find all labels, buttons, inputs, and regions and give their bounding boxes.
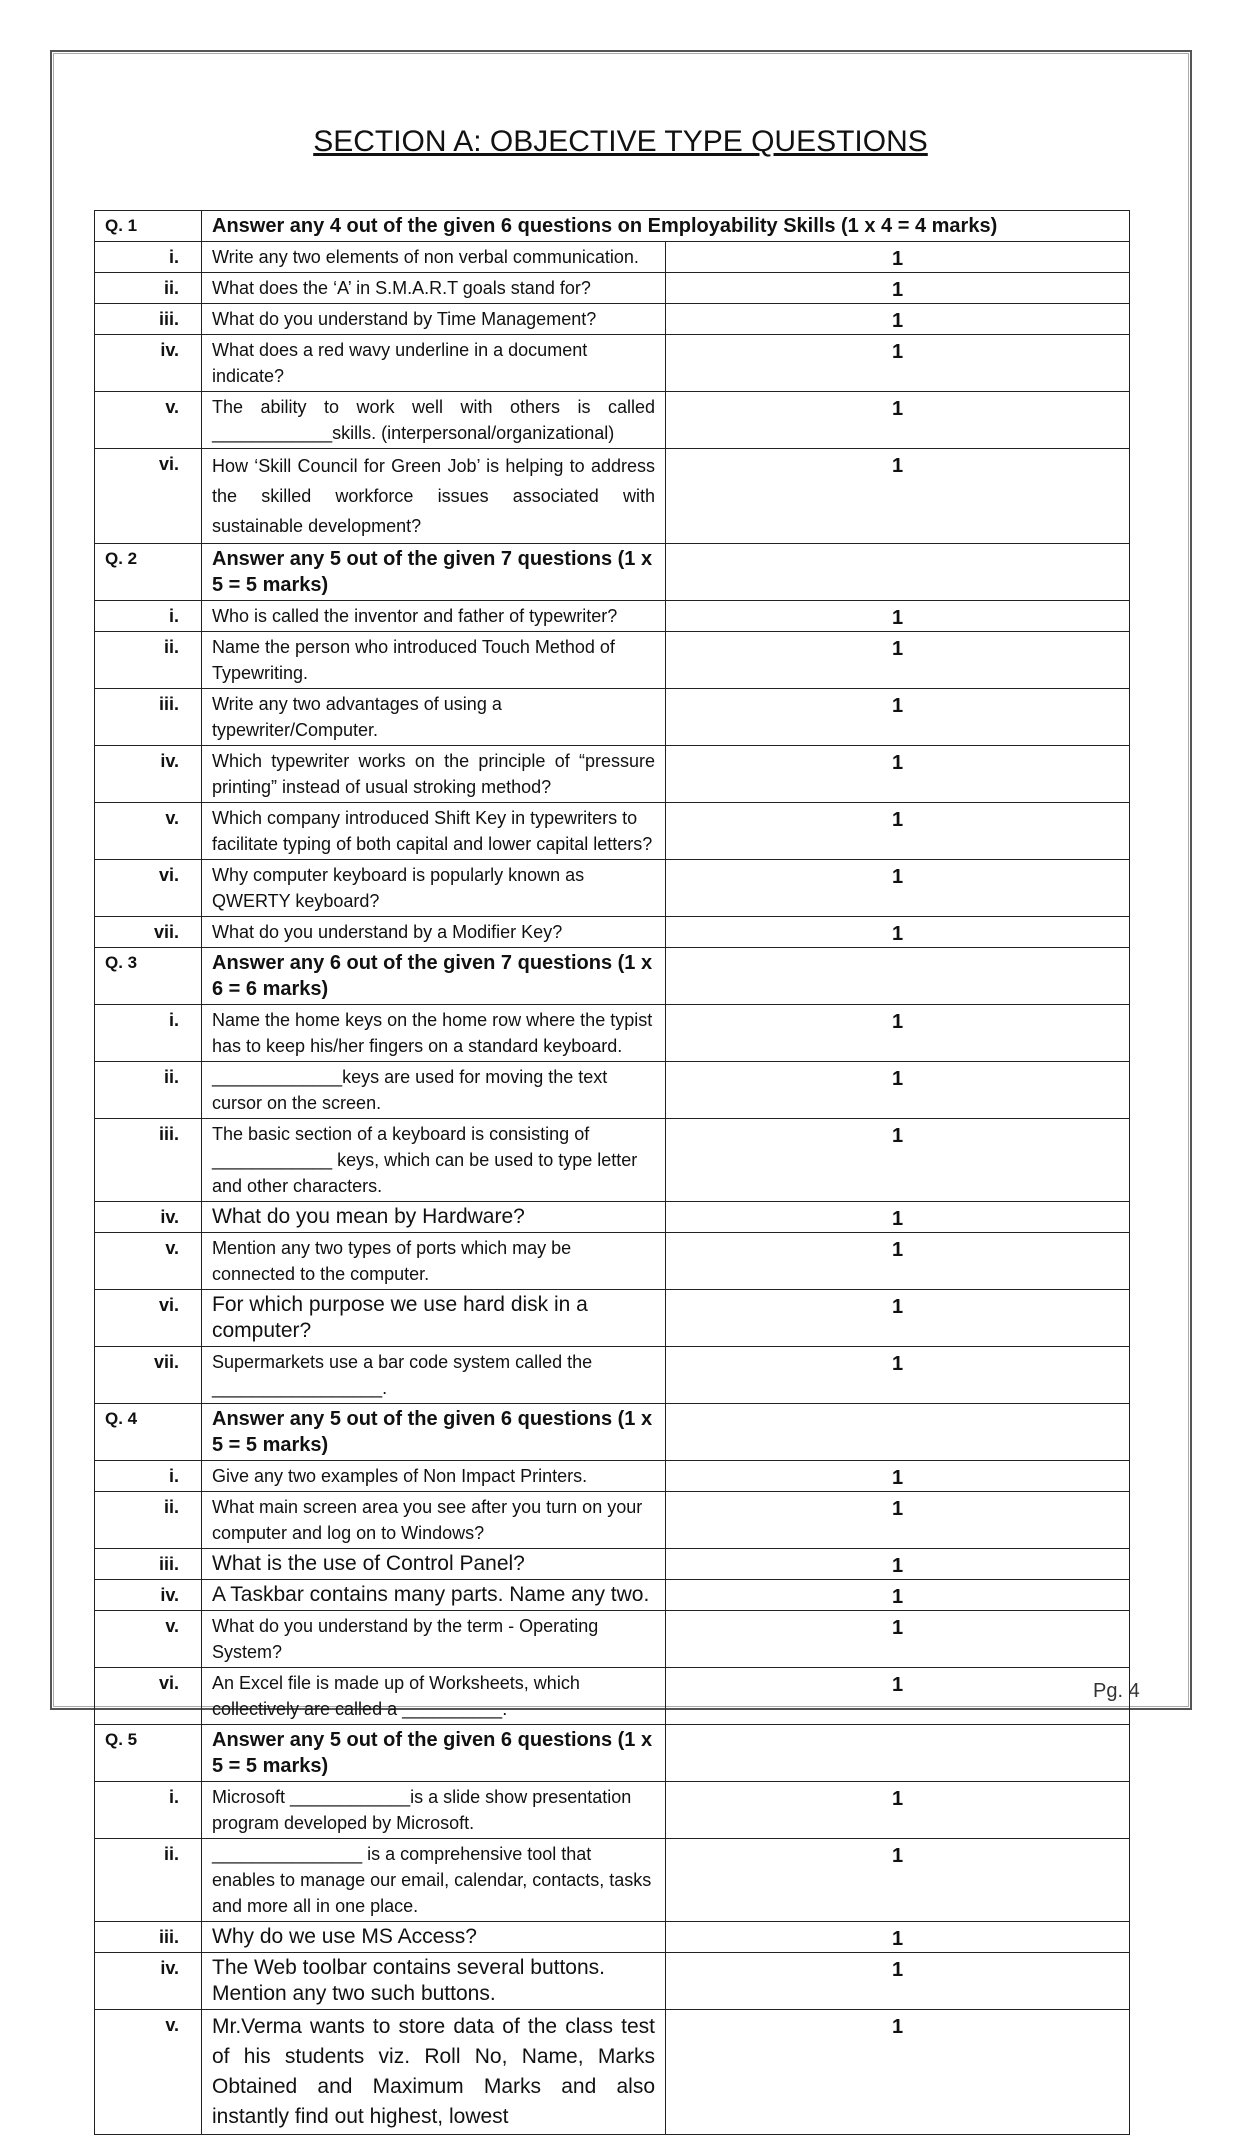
question-row xyxy=(95,1782,1130,1839)
question-number: ii. xyxy=(95,632,202,689)
question-mark: 1 xyxy=(666,746,1130,803)
question-row xyxy=(95,304,1130,335)
section-heading: Answer any 5 out of the given 6 questions (1 x 5 = 5 marks) xyxy=(202,1725,666,1782)
empty-mark-cell xyxy=(666,948,1130,1005)
question-row xyxy=(95,1839,1130,1922)
question-row xyxy=(95,1668,1130,1725)
question-number: ii. xyxy=(95,1839,202,1922)
question-mark: 1 xyxy=(666,1549,1130,1580)
question-row xyxy=(95,689,1130,746)
question-number: iv. xyxy=(95,335,202,392)
question-mark: 1 xyxy=(666,1492,1130,1549)
question-row xyxy=(95,1062,1130,1119)
question-mark: 1 xyxy=(666,803,1130,860)
questions-table xyxy=(94,210,1130,2135)
section-heading: Answer any 6 out of the given 7 questions (1 x 6 = 6 marks) xyxy=(202,948,666,1005)
question-mark: 1 xyxy=(666,304,1130,335)
question-text: Name the person who introduced Touch Method of Typewriting. xyxy=(202,632,666,689)
question-row xyxy=(95,2010,1130,2135)
question-mark: 1 xyxy=(666,1233,1130,1290)
section-heading: Answer any 4 out of the given 6 questions on Employability Skills (1 x 4 = 4 marks) xyxy=(202,211,1130,242)
question-text: Mr.Verma wants to store data of the class test of his students viz. Roll No, Name, Marks Obtained and Maximum Marks and also instantly find out highest, lowest xyxy=(202,2010,666,2135)
question-text: Write any two elements of non verbal communication. xyxy=(202,242,666,273)
empty-mark-cell xyxy=(666,544,1130,601)
question-mark: 1 xyxy=(666,1119,1130,1202)
question-row xyxy=(95,632,1130,689)
question-number: vi. xyxy=(95,1290,202,1347)
question-row xyxy=(95,1549,1130,1580)
section-header-row xyxy=(95,1404,1130,1461)
section-number: Q. 2 xyxy=(95,544,202,601)
question-text: Name the home keys on the home row where the typist has to keep his/her fingers on a standard keyboard. xyxy=(202,1005,666,1062)
question-number: iii. xyxy=(95,304,202,335)
question-number: ii. xyxy=(95,273,202,304)
question-text: Which typewriter works on the principle of “pressure printing” instead of usual stroking method? xyxy=(202,746,666,803)
question-mark: 1 xyxy=(666,1953,1130,2010)
question-row xyxy=(95,1492,1130,1549)
question-text: Give any two examples of Non Impact Printers. xyxy=(202,1461,666,1492)
question-mark: 1 xyxy=(666,689,1130,746)
question-text: The Web toolbar contains several buttons. Mention any two such buttons. xyxy=(202,1953,666,2010)
question-row xyxy=(95,1922,1130,1953)
question-text: _______________ is a comprehensive tool that enables to manage our email, calendar, contacts, tasks and more all in one place. xyxy=(202,1839,666,1922)
question-text: Write any two advantages of using a typewriter/Computer. xyxy=(202,689,666,746)
question-row xyxy=(95,1953,1130,2010)
question-mark: 1 xyxy=(666,273,1130,304)
section-header-row xyxy=(95,211,1130,242)
question-mark: 1 xyxy=(666,1782,1130,1839)
question-mark: 1 xyxy=(666,917,1130,948)
question-number: iii. xyxy=(95,1549,202,1580)
question-mark: 1 xyxy=(666,1062,1130,1119)
question-number: iii. xyxy=(95,1922,202,1953)
question-mark: 1 xyxy=(666,392,1130,449)
question-row xyxy=(95,1290,1130,1347)
question-text: What do you understand by Time Management? xyxy=(202,304,666,335)
question-mark: 1 xyxy=(666,335,1130,392)
question-number: vi. xyxy=(95,860,202,917)
question-text: _____________keys are used for moving the text cursor on the screen. xyxy=(202,1062,666,1119)
question-mark: 1 xyxy=(666,1005,1130,1062)
question-row xyxy=(95,242,1130,273)
question-mark: 1 xyxy=(666,1839,1130,1922)
question-number: i. xyxy=(95,242,202,273)
question-number: ii. xyxy=(95,1062,202,1119)
question-row xyxy=(95,449,1130,544)
empty-mark-cell xyxy=(666,1725,1130,1782)
section-heading: Answer any 5 out of the given 6 questions (1 x 5 = 5 marks) xyxy=(202,1404,666,1461)
question-number: iii. xyxy=(95,1119,202,1202)
question-row xyxy=(95,335,1130,392)
question-text: The basic section of a keyboard is consisting of ____________ keys, which can be used to type letter and other characters. xyxy=(202,1119,666,1202)
question-mark: 1 xyxy=(666,1347,1130,1404)
question-number: iv. xyxy=(95,1580,202,1611)
question-mark: 1 xyxy=(666,2010,1130,2135)
question-number: i. xyxy=(95,1461,202,1492)
question-text: The ability to work well with others is called ____________skills. (interpersonal/organizational) xyxy=(202,392,666,449)
question-row xyxy=(95,1233,1130,1290)
question-number: v. xyxy=(95,803,202,860)
question-mark: 1 xyxy=(666,632,1130,689)
question-row xyxy=(95,601,1130,632)
question-text: Supermarkets use a bar code system called the _________________. xyxy=(202,1347,666,1404)
question-mark: 1 xyxy=(666,1461,1130,1492)
question-row xyxy=(95,1202,1130,1233)
question-number: vi. xyxy=(95,1668,202,1725)
question-number: i. xyxy=(95,601,202,632)
question-text: A Taskbar contains many parts. Name any two. xyxy=(202,1580,666,1611)
section-number: Q. 5 xyxy=(95,1725,202,1782)
question-mark: 1 xyxy=(666,1290,1130,1347)
question-row xyxy=(95,1611,1130,1668)
question-mark: 1 xyxy=(666,860,1130,917)
question-text: How ‘Skill Council for Green Job’ is helping to address the skilled workforce issues associated with sustainable development? xyxy=(202,449,666,544)
section-number: Q. 4 xyxy=(95,1404,202,1461)
question-row xyxy=(95,746,1130,803)
question-number: iv. xyxy=(95,1202,202,1233)
question-mark: 1 xyxy=(666,601,1130,632)
question-text: Microsoft ____________is a slide show presentation program developed by Microsoft. xyxy=(202,1782,666,1839)
question-number: vii. xyxy=(95,1347,202,1404)
question-text: Mention any two types of ports which may be connected to the computer. xyxy=(202,1233,666,1290)
question-text: Who is called the inventor and father of typewriter? xyxy=(202,601,666,632)
section-title: SECTION A: OBJECTIVE TYPE QUESTIONS xyxy=(313,125,928,158)
question-mark: 1 xyxy=(666,449,1130,544)
question-row xyxy=(95,1119,1130,1202)
question-number: vi. xyxy=(95,449,202,544)
question-number: i. xyxy=(95,1005,202,1062)
question-mark: 1 xyxy=(666,1202,1130,1233)
question-text: What is the use of Control Panel? xyxy=(202,1549,666,1580)
question-row xyxy=(95,273,1130,304)
question-mark: 1 xyxy=(666,1668,1130,1725)
question-text: What do you understand by a Modifier Key? xyxy=(202,917,666,948)
question-number: i. xyxy=(95,1782,202,1839)
question-text: What does a red wavy underline in a document indicate? xyxy=(202,335,666,392)
question-number: iv. xyxy=(95,746,202,803)
question-number: v. xyxy=(95,2010,202,2135)
question-number: iii. xyxy=(95,689,202,746)
question-text: What does the ‘A’ in S.M.A.R.T goals stand for? xyxy=(202,273,666,304)
question-row xyxy=(95,803,1130,860)
section-number: Q. 3 xyxy=(95,948,202,1005)
question-row xyxy=(95,1580,1130,1611)
question-row xyxy=(95,1005,1130,1062)
question-text: Why do we use MS Access? xyxy=(202,1922,666,1953)
question-row xyxy=(95,917,1130,948)
section-header-row xyxy=(95,1725,1130,1782)
question-row xyxy=(95,1461,1130,1492)
question-number: vii. xyxy=(95,917,202,948)
question-mark: 1 xyxy=(666,1922,1130,1953)
question-number: v. xyxy=(95,392,202,449)
question-text: For which purpose we use hard disk in a computer? xyxy=(202,1290,666,1347)
question-row xyxy=(95,860,1130,917)
question-text: What do you mean by Hardware? xyxy=(202,1202,666,1233)
question-row xyxy=(95,1347,1130,1404)
question-mark: 1 xyxy=(666,242,1130,273)
question-number: iv. xyxy=(95,1953,202,2010)
section-heading: Answer any 5 out of the given 7 questions (1 x 5 = 5 marks) xyxy=(202,544,666,601)
question-number: v. xyxy=(95,1233,202,1290)
question-text: An Excel file is made up of Worksheets, which collectively are called a __________. xyxy=(202,1668,666,1725)
page-number: Pg. 4 xyxy=(1093,1680,1140,1702)
question-number: v. xyxy=(95,1611,202,1668)
question-text: Which company introduced Shift Key in typewriters to facilitate typing of both capital and lower capital letters? xyxy=(202,803,666,860)
question-number: ii. xyxy=(95,1492,202,1549)
question-text: Why computer keyboard is popularly known as QWERTY keyboard? xyxy=(202,860,666,917)
question-mark: 1 xyxy=(666,1580,1130,1611)
empty-mark-cell xyxy=(666,1404,1130,1461)
question-text: What do you understand by the term - Operating System? xyxy=(202,1611,666,1668)
section-header-row xyxy=(95,948,1130,1005)
question-row xyxy=(95,392,1130,449)
section-number: Q. 1 xyxy=(95,211,202,242)
section-header-row xyxy=(95,544,1130,601)
question-mark: 1 xyxy=(666,1611,1130,1668)
question-text: What main screen area you see after you turn on your computer and log on to Windows? xyxy=(202,1492,666,1549)
